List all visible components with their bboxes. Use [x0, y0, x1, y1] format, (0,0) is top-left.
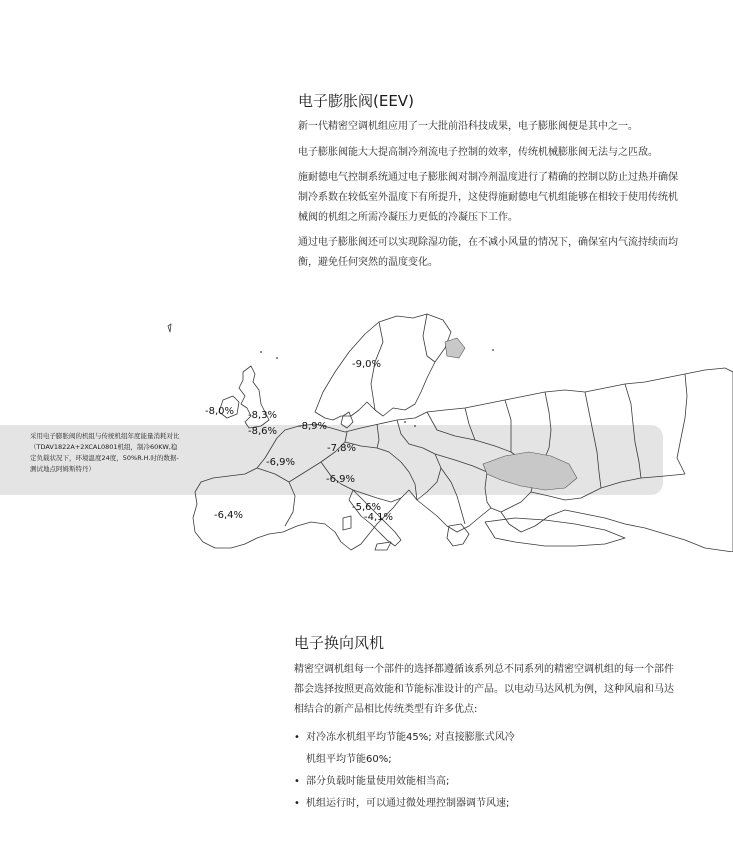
map-border-9 — [505, 400, 511, 452]
map-label: -8,6% — [248, 426, 278, 437]
map-island-5 — [414, 425, 416, 427]
map-outline-scandinavia — [315, 314, 451, 420]
list-item-line: 对冷冻水机组平均节能45%; 对直接膨胀式风冷 — [306, 732, 515, 743]
map-label: -6,9% — [266, 457, 296, 468]
map-border-5 — [377, 424, 379, 448]
map-border-1 — [257, 468, 295, 526]
eev-paragraph-1: 新一代精密空调机组应用了一大批前沿科技成果，电子膨胀阀便是其中之一。 — [298, 121, 638, 132]
map-shaded-black-sea — [483, 452, 577, 490]
map-caption: 采用电子膨胀阀的机组与传统机组年度能量消耗对比（TDAV1822A+2XCAL0801机组，制冷60KW,稳定负载状况下，环境温度24度，50%R.H.时的数据-测试地点阿姆斯特丹） — [30, 432, 180, 473]
ec-fan-advantages-list — [294, 727, 694, 815]
map-shaded-finland-region — [445, 338, 465, 358]
map-island-2 — [260, 351, 262, 353]
map-island-4 — [404, 421, 406, 423]
map-island-3 — [492, 349, 494, 351]
map-label: -7,8% — [327, 443, 357, 454]
map-label: -6,4% — [214, 510, 244, 521]
eev-paragraph-4: 通过电子膨胀阀还可以实现除湿功能，在不减小风量的情况下，确保室内气流持续而均衡，避免任何突然的温度变化。 — [298, 237, 678, 268]
map-border-13 — [441, 468, 465, 524]
map-island-1 — [276, 357, 278, 359]
map-label: -9,0% — [352, 359, 382, 370]
list-item — [294, 771, 694, 793]
map-border-14 — [485, 472, 491, 508]
map-outline-sicily — [375, 542, 391, 550]
map-label: -8,9% — [298, 421, 328, 432]
list-item-line: 机组运行时，可以通过微处理控制器调节风速; — [306, 798, 510, 809]
list-item — [294, 727, 694, 771]
map-border-11 — [585, 392, 601, 488]
ec-fan-paragraph: 精密空调机组每一个部件的选择都遵循该系列总不同系列的精密空调机组的每一个部件都会选择按照更高效能和节能标准设计的产品。以电动马达风机为例，这种风扇和马达相结合的新产品相比传统类型有许多优点: — [294, 664, 674, 715]
map-label: -6,9% — [326, 474, 356, 485]
map-label: -5,6% — [352, 502, 382, 513]
ec-fan-title: 电子换向风机 — [294, 634, 385, 652]
eev-paragraph-2: 电子膨胀阀能大大提高制冷剂流电子控制的效率，传统机械膨胀阀无法与之匹敌。 — [298, 147, 658, 158]
map-outline-denmark — [341, 412, 353, 428]
list-item-line: 部分负载时能量使用效能相当高; — [306, 776, 450, 787]
map-border-17 — [677, 374, 687, 474]
map-outline-iceland — [168, 324, 171, 332]
map-label: -4,1% — [364, 512, 394, 523]
map-border-16 — [625, 384, 641, 478]
map-border-8 — [465, 408, 475, 440]
map-outline-finland-border — [423, 314, 435, 362]
list-item — [294, 793, 694, 815]
map-label: -8,3% — [248, 410, 278, 421]
list-item-continuation: 机组平均节能60%; — [306, 754, 392, 765]
eev-title: 电子膨胀阀(EEV) — [298, 92, 414, 110]
eev-paragraph-3: 施耐德电气控制系统通过电子膨胀阀对制冷剂温度进行了精确的控制以防止过热并确保制冷系数在较低室外温度下有所提升，这使得施耐德电气机组能够在相较于使用传统机械阀的机组之所需冷凝压力更低的冷凝压下工作。 — [298, 172, 678, 223]
map-outline-turkey — [485, 518, 625, 546]
map-outline-sardinia — [343, 516, 351, 530]
map-border-6 — [397, 420, 441, 500]
map-label: -8,0% — [205, 406, 235, 417]
